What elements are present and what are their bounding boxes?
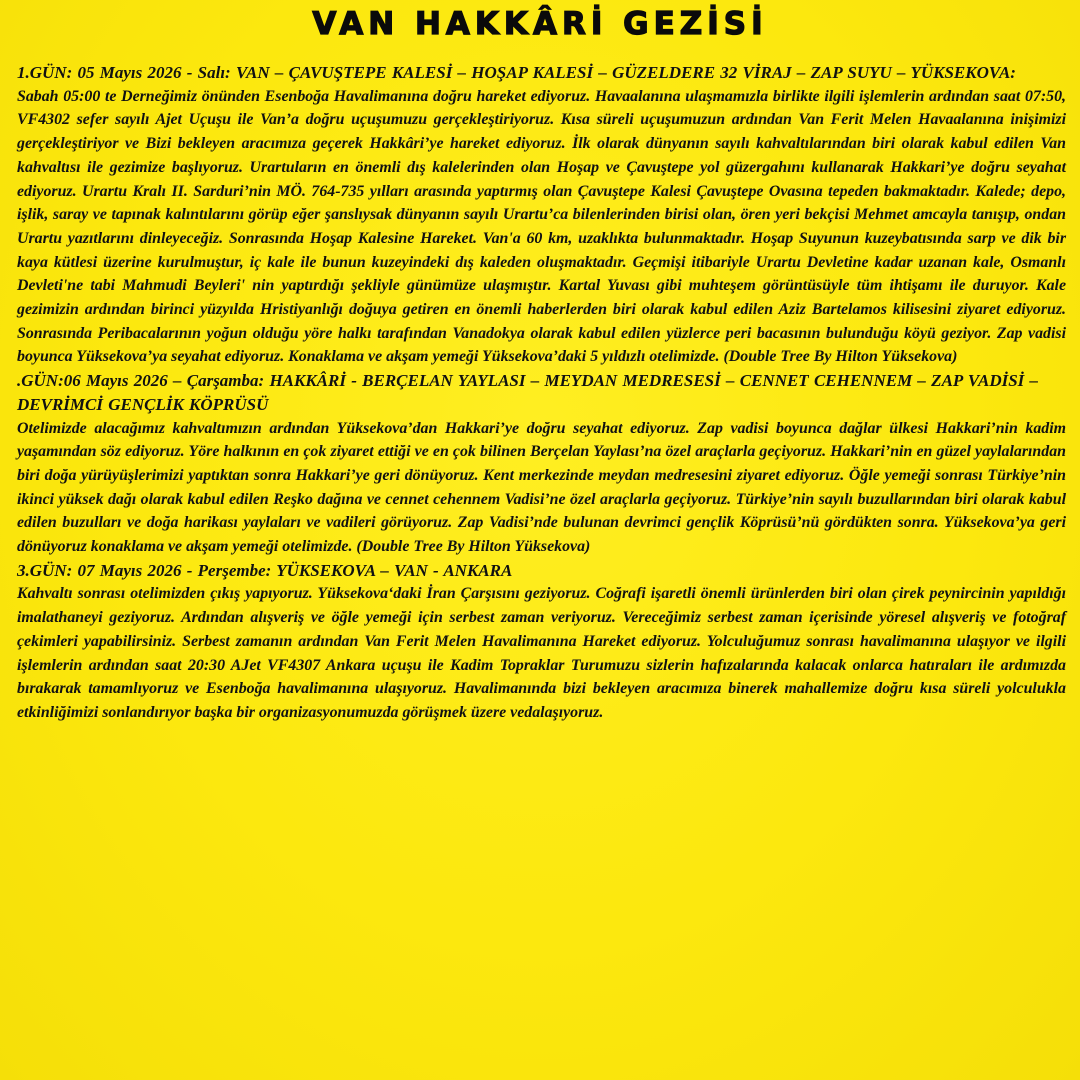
day-2-heading: .GÜN:06 Mayıs 2026 – Çarşamba: HAKKÂRİ - BERÇELAN YAYLASI – MEYDAN MEDRESESİ – CENNET CEHENNEM – ZAP VADİSİ – DEVRİMCİ GENÇLİK KÖPRÜSÜ	[17, 371, 1039, 414]
day-2-description: Otelimizde alacağımız kahvaltımızın ardından Yüksekova’dan Hakkari’ye doğru seyahat ediyoruz. Zap vadisi boyunca dağlar ülkesi Hakkari’nin kadim yaşamından söz ediyoruz. Yöre halkının en çok ziyaret ettiği ve en çok bilinen Berçelan Yaylası’na özel araçlarla geçiyoruz. Hakkari’nin en güzel yaylalarından biri doğa yürüyüşlerimizi yaptıktan sonra Hakkari’ye geri dönüyoruz. Kent merkezinde meydan medresesini ziyaret ediyoruz. Öğle yemeği sonrası Türkiye’nin ikinci yüksek dağı olarak kabul edilen Reşko dağına ve cennet cehennem Vadisi’ne özel araçlarla geçiyoruz. Türkiye’nin sayılı buzullarından biri olarak kabul edilen buzulları ve doğa harikası yaylaları ve vadileri görüyoruz. Zap Vadisi’nde bulunan devrimci gençlik Köprüsü’nü gördükten sonra. Yüksekova’ya geri dönüyoruz konaklama ve akşam yemeği otelimizde. (Double Tree By Hilton Yüksekova)	[17, 419, 1066, 556]
day-3-description: Kahvaltı sonrası otelimizden çıkış yapıyoruz. Yüksekova‘daki İran Çarşısını geziyoruz. Coğrafi işaretli önemli ürünlerden biri olan çirek peynircinin yapıldığı imalathaneyi geziyoruz. Ardından alışveriş ve öğle yemeği için serbest zaman veriyoruz. Vereceğimiz serbest zaman içerisinde yöresel alışveriş ve fotoğraf çekimleri yapabilirsiniz. Serbest zamanın ardından Van Ferit Melen Havalimanına Hareket ediyoruz. Yolculuğumuz sonrası havalimanına ulaşıyor ve ilgili işlemlerin ardından saat 20:30 AJet VF4307 Ankara uçuşu ile Kadim Topraklar Turumuzu sizlerin hafızalarında kalacak onlarca hatıraları ile ardımızda bırakarak tamamlıyoruz ve Esenboğa havalimanına ulaşıyoruz. Havalimanında bizi bekleyen aracımıza binerek mahallemize doğru kısa süreli yolculukla etkinliğimizi sonlandırıyor başka bir organizasyonumuzda görüşmek üzere vedalaşıyoruz.	[17, 585, 1066, 721]
day-1-heading: 1.GÜN: 05 Mayıs 2026 - Salı: VAN – ÇAVUŞTEPE KALESİ – HOŞAP KALESİ – GÜZELDERE 32 VİRAJ – ZAP SUYU – YÜKSEKOVA:	[17, 63, 1016, 82]
day-3-heading: 3.GÜN: 07 Mayıs 2026 - Perşembe: YÜKSEKOVA – VAN - ANKARA	[17, 560, 513, 580]
day-1-description: Sabah 05:00 te Derneğimiz önünden Esenboğa Havalimanına doğru hareket ediyoruz. Havaalanına ulaşmamızla birlikte ilgili işlemlerin ardından saat 07:50, VF4302 sefer sayılı Ajet Uçuşu ile Van’a doğru uçuşumuzu gerçekleştiriyoruz. Kısa süreli uçuşumuzun ardından Van Ferit Melen Havaalanına inişimizi gerçekleştiriyor ve Bizi bekleyen aracımıza geçerek Hakkâri’ye hareket ediyoruz. İlk olarak dünyanın sayılı kahvaltılarından biri olarak kabul edilen Van kahvaltısı ile gezimize başlıyoruz. Urartuların en önemli dış kalelerinden olan Hoşap ve Çavuştepe yol güzergahını kullanarak Hakkari’ye doğru seyahat ediyoruz. Urartu Kralı II. Sarduri’nin MÖ. 764-735 yılları arasında yaptırmış olan Çavuştepe Kalesi Çavuştepe Ovasına tepeden bakmaktadır. Kalede; depo, işlik, saray ve tapınak kalıntılarını görüp eğer şanslıysak dünyanın sayılı Urartu’ca bilenlerinden birisi olan, ören yeri bekçisi Mehmet amcayla tanışıp, ondan Urartu yazıtlarını dinleyeceğiz. Sonrasında Hoşap Kalesine Hareket. Van'a 60 km, uzaklıkta bulunmaktadır. Hoşap Suyunun kuzeybatısında sarp ve dik bir kaya kütlesi üzerine kurulmuştur, iç kale ile bunun kuzeyindeki dış kaleden oluşmaktadır. Geçmişi itibariyle Urartu Devletine kadar uzanan kale, Osmanlı Devleti'ne tabi Mahmudi Beyleri' nin yaptırdığı şekliyle günümüze ulaşmıştır. Kartal Yuvası gibi muhteşem görüntüsüyle tüm ihtişamı ile duruyor. Kale gezimizin ardından birinci yüzyılda Hristiyanlığı doğuya getiren en önemli haberlerden biri olarak kabul edilen Aziz Bartelamos kilisesini ziyaret ediyoruz. Sonrasında Peribacalarının yoğun olduğu yöre halkı tarafından Vanadokya olarak kabul edilen yüzlerce peri bacasının bulunduğu köyü geziyor. Zap vadisi boyunca Yüksekova’ya seyahat ediyoruz. Konaklama ve akşam yemeği Yüksekova’daki 5 yıldızlı otelimizde. (Double Tree By Hilton Yüksekova)	[17, 87, 1066, 366]
itinerary	[17, 61, 1066, 725]
tour-title: VAN HAKKÂRİ GEZİSİ	[312, 6, 768, 42]
